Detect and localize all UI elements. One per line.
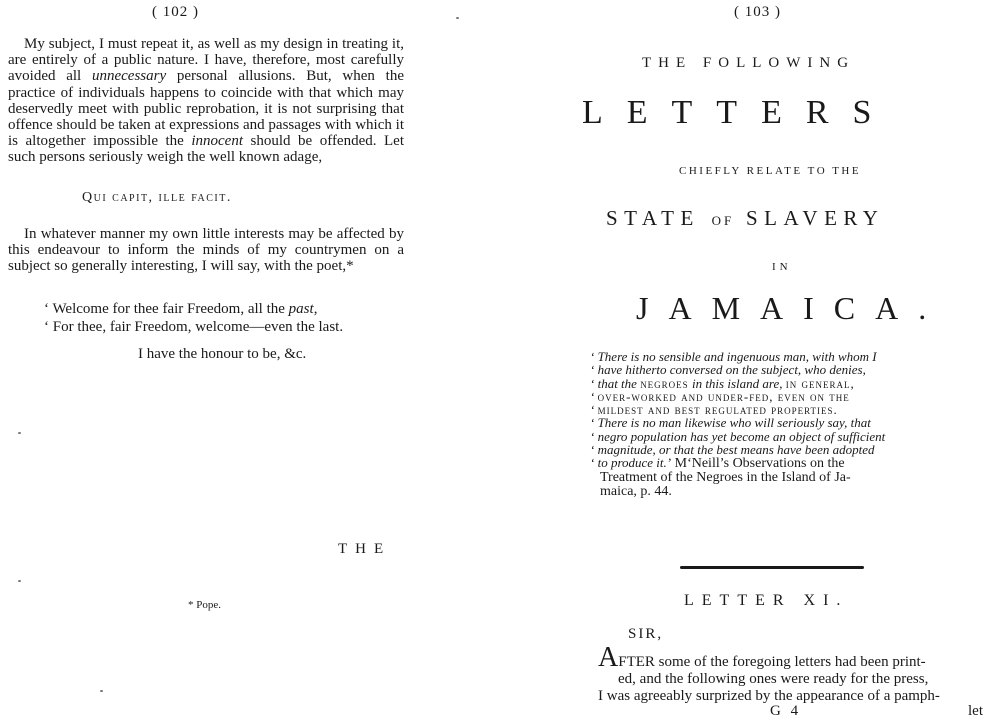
quote-line: ‘ to produce it.’ M‘Neill’s Observations on the [590,455,845,472]
quote-line: ‘ have hitherto conversed on the subject, who denies, [590,362,866,378]
quote-attribution: Treatment of the Negroes in the Island of Ja- [600,469,851,485]
title-jamaica: JAMAICA. [636,290,947,326]
quote-attribution: maica, p. 44. [600,483,672,499]
body-paragraph-2 [8,226,404,275]
ink-speck [456,17,459,19]
quote-line: ‘ that the negroes in this island are, in general, [590,375,855,391]
latin-adage: Qui capit, ille facit. [82,190,232,205]
verse-line-1: ‘ Welcome for thee fair Freedom, all the past, [44,301,318,317]
page-number-103: ( 103 ) [734,4,781,20]
title-state-of-slavery: STATE OF SLAVERY [606,206,885,230]
closing-line: I have the honour to be, &c. [138,346,307,362]
title-in: IN [772,261,792,273]
verse-line-2: ‘ For thee, fair Freedom, welcome—even the last. [44,319,344,335]
letter-line: I was agreeably surprized by the appearance of a pamph- [598,688,940,704]
quote-line: ‘ There is no sensible and ingenuous man, with whom I [590,349,877,364]
paragraph-1-text: My subject, I must repeat it, as well as my design in treating it, are entirely of a public nature. I have, therefore, most carefully avoided all unnecessary personal allusions. But, when the practice of individuals happens to coincide with that which may deservedly meet with public reprobation, it is not surprising that offence should be taken at expressions and passages with which it is altogether impossible the innocent should be offended. Let such persons seriously weigh the well known adage, [8,36,404,166]
quote-attribution: M‘Neill’s Observations on the [671,456,845,472]
title-letters: LETTERS [582,94,896,131]
right-page [540,0,1000,725]
quote-line: ‘ over-worked and under-fed, even on the [590,388,850,404]
quote-line: ‘ magnitude, or that the best means have been adopted [590,442,875,458]
letter-line: AFTER some of the foregoing letters had been print- [598,642,926,673]
body-paragraph-1 [8,36,404,166]
quote-line: ‘ negro population has yet become an object of sufficient [590,428,886,444]
ink-speck [18,432,21,434]
letter-salutation: SIR, [628,626,664,642]
catchword-left: THE [338,541,392,557]
poem-quotation [44,300,343,336]
ink-speck [100,690,103,692]
catchword-right: let [968,703,983,719]
ink-speck [18,580,21,582]
signature-mark: G 4 [770,703,802,719]
letter-body [598,642,998,705]
quote-line: ‘ There is no man likewise who will seriously say, that [590,415,871,431]
title-chiefly-relate: CHIEFLY RELATE TO THE [679,165,862,177]
letter-line: ed, and the following ones were ready for the press, [618,671,929,687]
title-the-following: THE FOLLOWING [642,55,856,71]
letter-heading: LETTER XI. [684,592,849,609]
paragraph-2-text: In whatever manner my own little interests may be affected by this endeavour to inform the minds of my countrymen on a subject so generally interesting, I will say, with the poet,* [8,226,404,275]
epigraph-quotation [590,350,990,499]
section-divider [680,566,864,569]
drop-cap: A [598,642,619,673]
page-number-102: ( 102 ) [152,4,199,20]
left-page [0,0,460,725]
footnote: * Pope. [188,599,221,611]
quote-line: ‘ mildest and best regulated properties. [590,402,838,418]
